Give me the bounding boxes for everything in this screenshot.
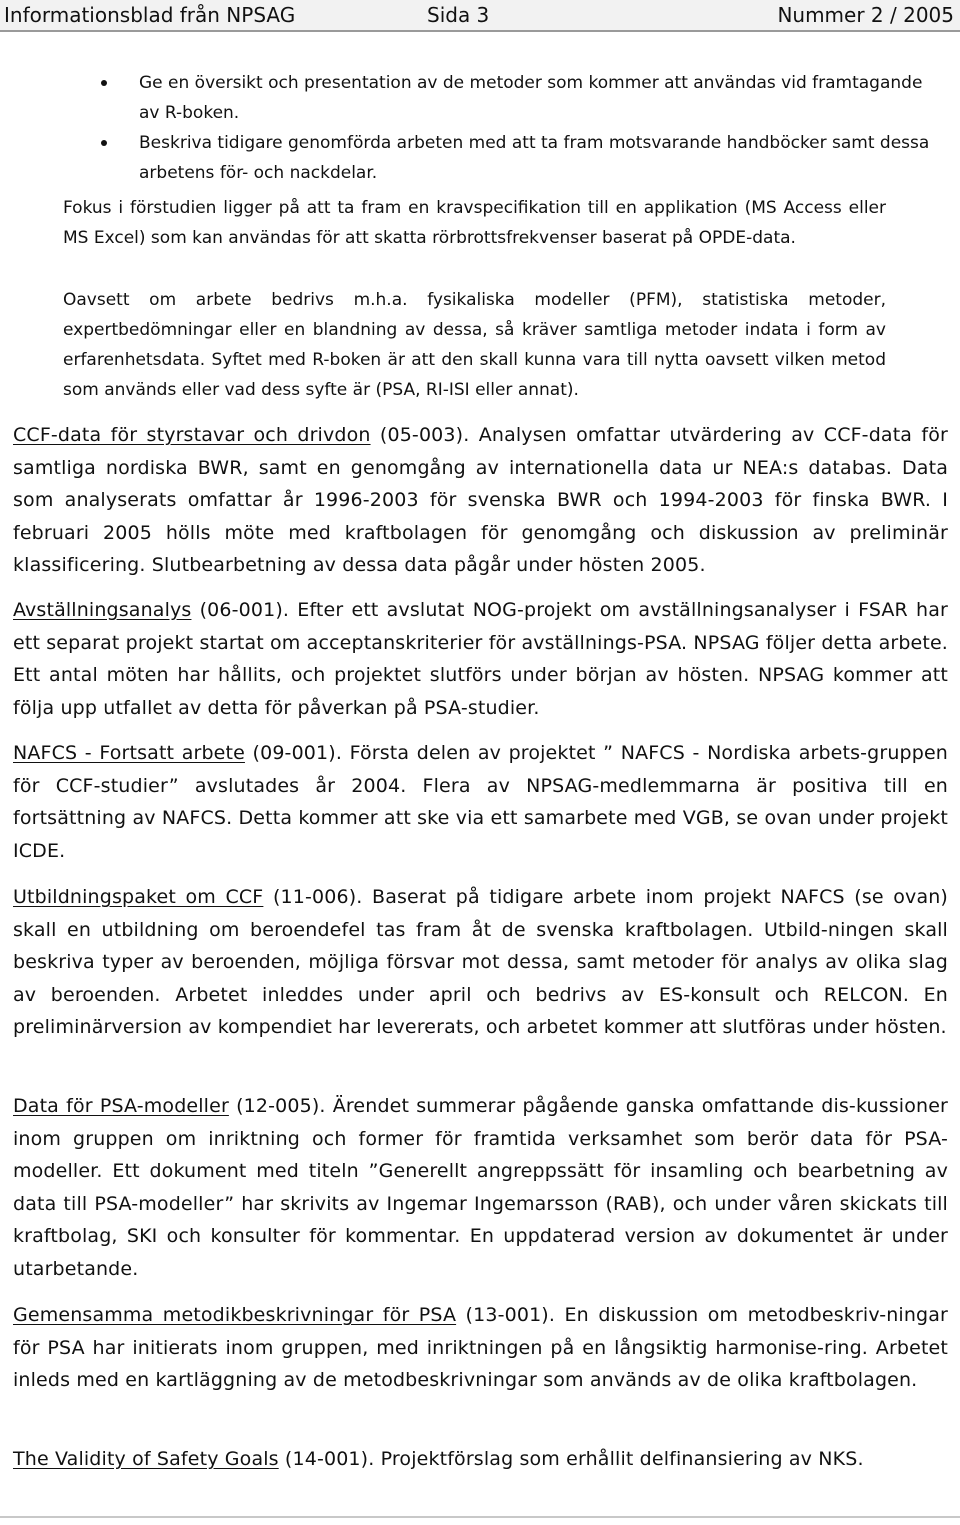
section-body: (12-005). Ärendet summerar pågående ganska omfattande dis-kussioner inom gruppen om inriktning och former för framtida verksamhet som berör data för PSA-modeller. Ett dokument med titeln ”Generellt angreppssätt för insamling och bearbetning av data till PSA-modeller” har skrivits av Ingemar Ingemarsson (RAB), och under våren skickats till kraftbolag, SKI och konsulter för kommentar. En uppdaterad version av dokumentet är under utarbetande. xyxy=(13,1095,948,1280)
section-title: CCF-data för styrstavar och drivdon xyxy=(13,424,371,446)
bullet-dot-icon xyxy=(101,80,107,86)
section-nafcs xyxy=(13,737,948,867)
page-number: Sida 3 xyxy=(427,3,490,27)
bullet-text: Ge en översikt och presentation av de metoder som kommer att användas vid framtagande av R-boken. xyxy=(139,73,923,123)
goals-bullet-list xyxy=(63,68,943,188)
section-title: The Validity of Safety Goals xyxy=(13,1448,279,1470)
bullet-dot-icon xyxy=(101,140,107,146)
section-body: (11-006). Baserat på tidigare arbete inom projekt NAFCS (se ovan) skall en utbildning om beroendefel tas fram åt de svenska kraftbolagen. Utbild-ningen skall beskriva typer av beroenden, möjliga försvar mot dessa, samt metoder för analys av olika slag av beroenden. Arbetet inleddes under april och bedrivs av ES-konsult och RELCON. En preliminärversion av kompendiet har levererats, och arbetet kommer att slutföras under hösten. xyxy=(13,886,948,1038)
section-body: (14-001). Projektförslag som erhållit delfinansiering av NKS. xyxy=(278,1448,864,1470)
bullet-text: Beskriva tidigare genomförda arbeten med att ta fram motsvarande handböcker samt dessa arbetens för- och nackdelar. xyxy=(139,133,930,183)
section-ccf-data xyxy=(13,419,948,582)
purpose-paragraph: Oavsett om arbete bedrivs m.h.a. fysikaliska modeller (PFM), statistiska metoder, expertbedömningar eller en blandning av dessa, så kräver samtliga metoder indata i form av erfarenhetsdata. Syftet med R-boken är att den skall kunna vara till nytta oavsett vilken metod som används eller vad dess syfte är (PSA, RI-ISI eller annat). xyxy=(63,290,886,400)
section-avstallningsanalys xyxy=(13,594,948,724)
section-body: (13-001). En diskussion om metodbeskriv-ningar för PSA har initierats inom gruppen, med inriktningen på en långsiktig harmonise-ring. Arbetet inleds med en kartläggning av de metodbeskrivningar som används av de olika kraftbolagen. xyxy=(13,1304,948,1391)
section-metodikbeskrivningar xyxy=(13,1299,948,1397)
section-body: (09-001). Första delen av projektet ” NAFCS - Nordiska arbets-gruppen för CCF-studier” avslutades år 2004. Flera av NPSAG-medlemmarna är positiva till en fortsättning av NAFCS. Detta kommer att ske via ett samarbete med VGB, se ovan under projekt ICDE. xyxy=(13,742,948,862)
footer-divider xyxy=(0,1516,960,1518)
section-title: Data för PSA-modeller xyxy=(13,1095,229,1117)
section-utbildningspaket xyxy=(13,881,948,1044)
section-title: Utbildningspaket om CCF xyxy=(13,886,264,908)
section-body: (05-003). Analysen omfattar utvärdering av CCF-data för samtliga nordiska BWR, samt en genomgång av internationella data ur NEA:s databas. Data som analyserats omfattar år 1996-2003 för svenska BWR och 1994-2003 för finska BWR. I februari 2005 hölls möte med kraftbolagen för genomgång och diskussion av preliminär klassificering. Slutbearbetning av dessa data pågår under hösten 2005. xyxy=(13,424,948,576)
bullet-item xyxy=(63,68,943,128)
bullet-item xyxy=(63,128,943,188)
section-title: NAFCS - Fortsatt arbete xyxy=(13,742,245,764)
issue-number: Nummer 2 / 2005 xyxy=(777,3,954,27)
section-title: Gemensamma metodikbeskrivningar för PSA xyxy=(13,1304,457,1326)
newsletter-title: Informationsblad från NPSAG xyxy=(4,3,296,27)
section-data-psa-modeller xyxy=(13,1090,948,1285)
section-body: (06-001). Efter ett avslutat NOG-projekt om avställningsanalyser i FSAR har ett separat projekt startat om acceptanskriterier för avställnings-PSA. NPSAG följer detta arbete. Ett antal möten har hållits, och projektet slutförs under början av hösten. NPSAG kommer att följa upp utfallet av detta för påverkan på PSA-studier. xyxy=(13,599,948,719)
page-header xyxy=(0,0,960,32)
section-title: Avställningsanalys xyxy=(13,599,192,621)
focus-paragraph: Fokus i förstudien ligger på att ta fram en kravspecifikation till en applikation (MS Access eller MS Excel) som kan användas för att skatta rörbrottsfrekvenser baserat på OPDE-data. xyxy=(63,198,886,248)
section-safety-goals xyxy=(13,1443,948,1476)
